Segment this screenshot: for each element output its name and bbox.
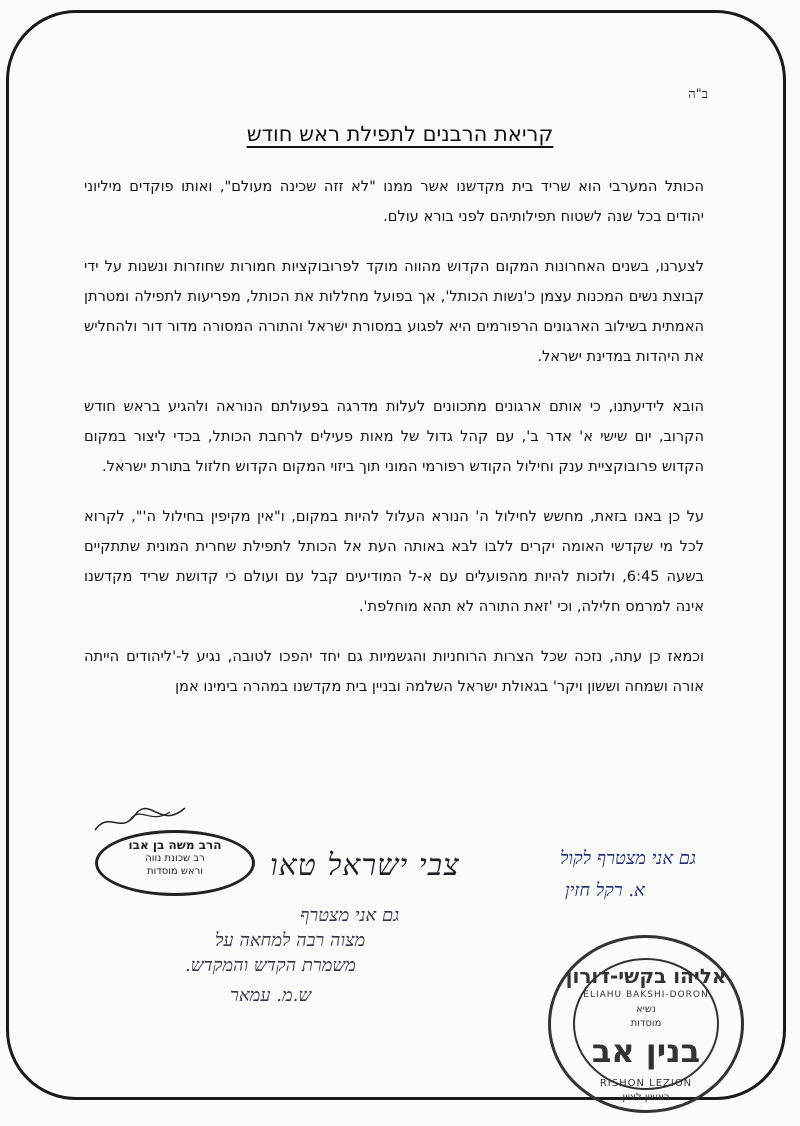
right-stamp-latin-name: ELIAHU BAKSHI-DORON (583, 990, 709, 1000)
signature-tau: צבי ישראל טאו (270, 848, 460, 883)
right-stamp (548, 935, 744, 1113)
paragraph-2: לצערנו, בשנים האחרונות המקום הקדוש מהווה מוקד לפרובוקציות חמורות שחוזרות ונשנות על ידי קבוצת נשים המכנות עצמן כ'נשות הכותל', אך בפועל מחללות את הכותל, מפריעות לתפילה ומטרתן האמתית בשילוב הארגונים הרפורמים היא לפגוע במסורת ישראל והתורה המסורה מדור דור ולהחליש את היהדות במדינת ישראל. (84, 258, 704, 365)
right-stamp-main: בנין אב (591, 1032, 701, 1070)
document-title (0, 122, 800, 146)
document-body (84, 172, 704, 722)
bh-mark: ב"ה (688, 87, 708, 102)
paragraph-5: וכמאז כן עתה, נזכה שכל הצרות הרוחניות והגשמיות גם יחד יהפכו לטובה, נגיע ל-'ליהודים הייתה אורה ושמחה וששון ויקר' בגאולת ישראל השלמה ובניין בית מקדשנו במהרה בימינו אמן (84, 648, 704, 695)
paragraph-1: הכותל המערבי הוא שריד בית מקדשנו אשר ממנו "לא זזה שכינה מעולם", ואותו פוקדים מיליוני יהודים בכל שנה לשטוח תפילותיהם לפני בורא עולם. (84, 178, 704, 225)
signature-amar-line-2: מצוה רבה למחאה על (215, 930, 366, 951)
right-stamp-sub: מוסדות (630, 1018, 662, 1029)
signature-amar-line-4: ש.מ. עמאר (230, 985, 312, 1006)
right-stamp-place: RISHON LEZION (599, 1078, 693, 1089)
signature-right-line-2: א. רקל חזין (565, 880, 645, 901)
paragraph-4: על כן באנו בזאת, מחשש לחילול ה' הנורא העלול להיות במקום, ו"אין מקיפין בחילול ה'", לקרוא לכל מי שקדשי האומה יקרים ללבו לבא באותה העת אל הכותל לתפילת שחרית המונית שתתקיים בשעה 6:45, ולזכות להיות מהפועלים עם א-ל המודיעים קבל עם ועולם כי קדושת שריד מקדשנו אינה למרמס חלילה, וכי 'זאת התורה לא תהא מוחלפת'. (84, 508, 704, 615)
right-stamp-role: נשיא (635, 1004, 656, 1015)
left-stamp-line-3: וראש מוסדות (146, 866, 204, 877)
right-stamp-place-he: ראשון לציון (622, 1092, 670, 1103)
left-stamp-line-2: רב שכונת נווה (145, 853, 205, 864)
title-text: קריאת הרבנים לתפילת ראש חודש (246, 122, 554, 146)
paragraph-3: הובא לידיעתנו, כי אותם ארגונים מתכוונים לעלות מדרגה בפעולתם הנוראה ולהגיע בראש חודש הקרוב, יום שישי א' אדר ב', עם קהל גדול של מאות פעילים לרחבת הכותל, בכדי ליצור במקום הקדוש פרובוקציית ענק וחילול הקודש רפורמי המוני תוך ביזוי המקום הקדוש חלזול בתורת ישראל. (84, 398, 704, 475)
signature-amar-line-1: גם אני מצטרף (300, 905, 400, 926)
left-stamp (95, 830, 255, 896)
right-stamp-name: אליהו בקשי-דורון (565, 964, 727, 988)
signature-right-line-1: גם אני מצטרף לקול (560, 848, 696, 869)
signature-amar-line-3: משמרת הקדש והמקדש. (185, 955, 356, 976)
left-stamp-line-1: הרב משה בן אבו (128, 838, 222, 852)
